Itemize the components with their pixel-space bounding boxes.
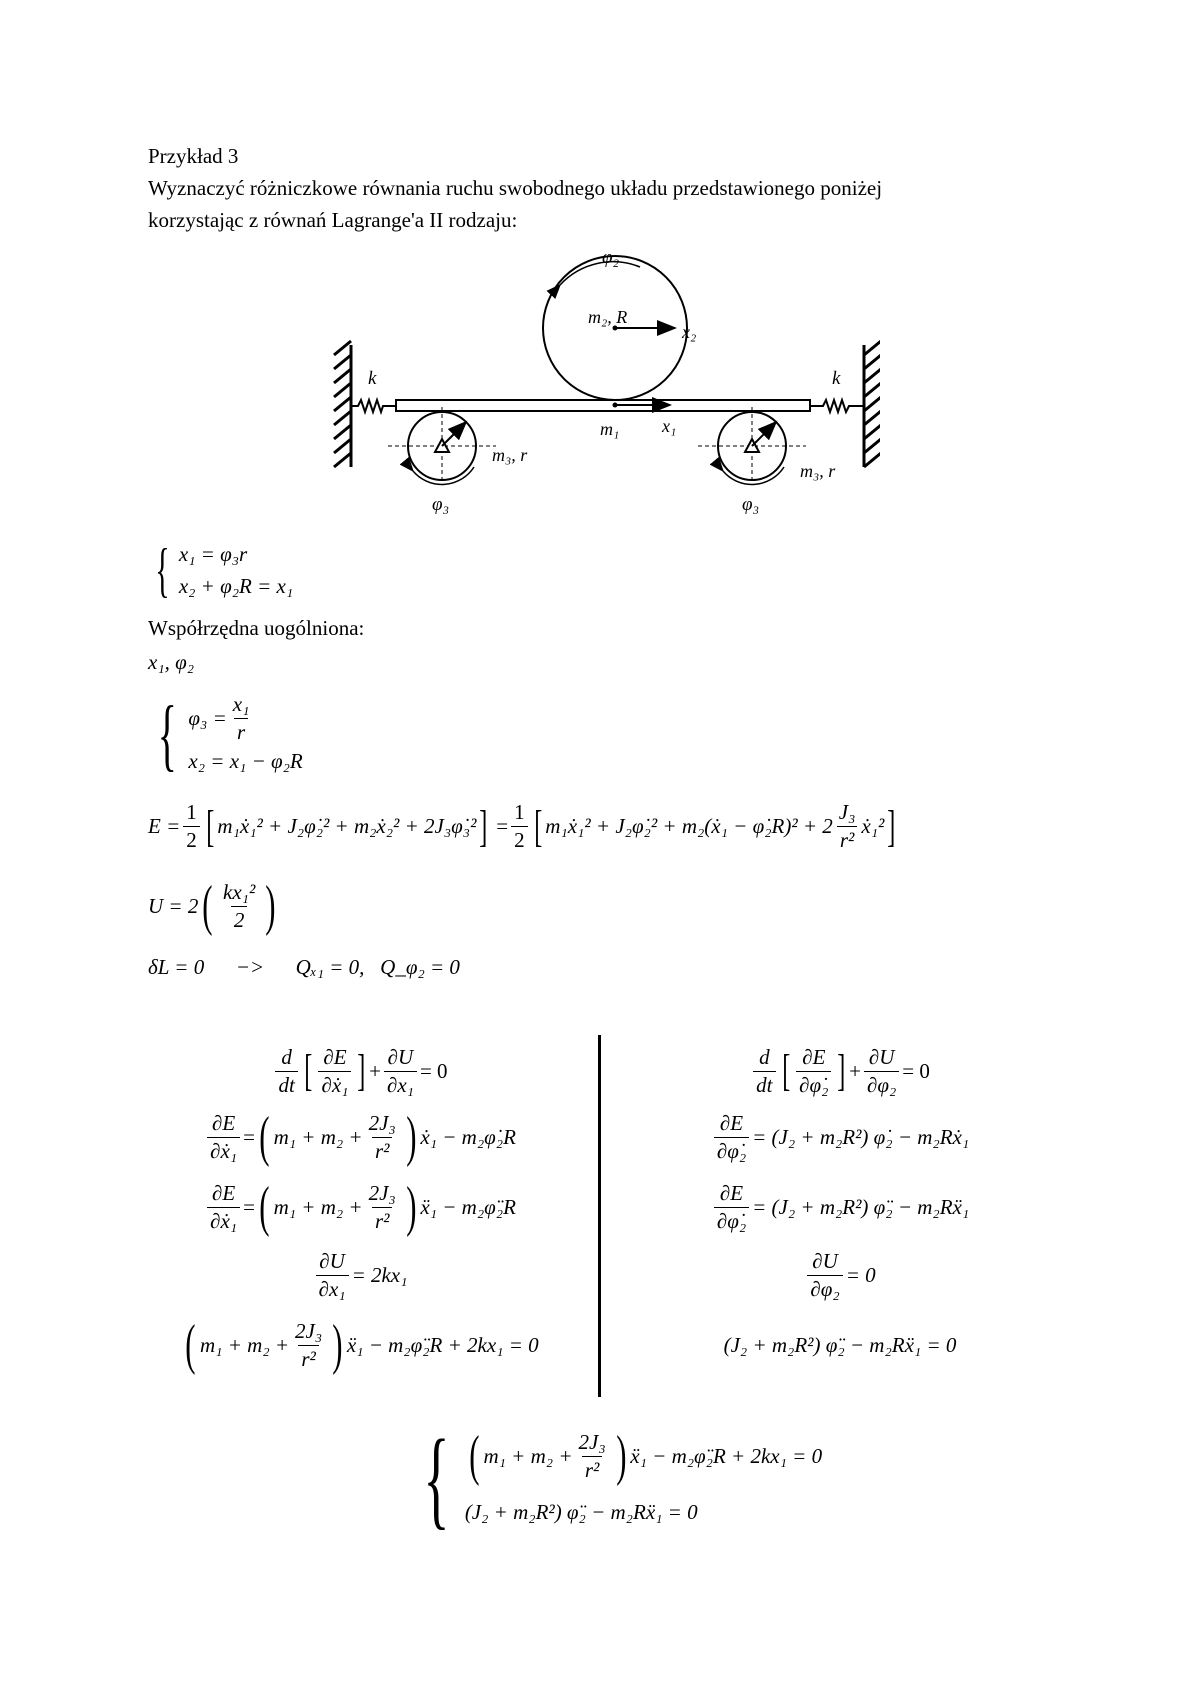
column-divider: [598, 1035, 601, 1397]
virtual-work-line: δL = 0 −> Qₓ₁ = 0, Q_φ₂ = 0: [148, 955, 460, 979]
right-wall: [864, 341, 880, 467]
generalized-coords: x₁, φ₂: [148, 650, 195, 674]
left-spring: [351, 400, 396, 412]
potential-lhs: U = 2: [148, 893, 199, 918]
transform-fraction: $\frac{\text{x₁}}{r}$: [232, 691, 250, 744]
left-dE-dx1dot: $\frac{\partial E}{\text{∂ẋ₁}}$ = ( m₁ + m₂ + $\frac{\text{2J₃}}{\text{r²}}$ ) ẋ₁ − m₂φ̇₂R: [160, 1102, 560, 1172]
left-roller: [388, 407, 496, 485]
label-x2: x₂: [682, 322, 697, 342]
constraint-line-2: x₂ + φ₂R = x₁: [178, 574, 294, 598]
energy-part-2: m₁ẋ₁² + J₂φ̇₂² + m₂(ẋ₁ − φ̇₂R)² + 2: [545, 814, 833, 838]
right-column: [660, 1040, 1020, 1382]
energy-lhs: E =: [148, 814, 181, 838]
left-result-equation: ( m₁ + m₂ + $\frac{\text{2J₃}}{\text{r²}}$ ) ẍ₁ − m₂φ̈₂R + 2kx₁ = 0: [185, 1314, 539, 1376]
right-result-equation: (J₂ + m₂R²) φ̈₂ − m₂Rẍ₁ = 0: [723, 1332, 957, 1357]
label-phi2: φ₂: [602, 247, 620, 268]
label-m3r-left: m₃, r: [492, 445, 528, 465]
mechanism-diagram: [320, 245, 880, 525]
transform-line-2: x₂ = x₁ − φ₂R: [188, 749, 303, 773]
right-dU-dphi2: $\frac{\partial U}{\text{∂φ₂}}$ = 0: [660, 1242, 1020, 1308]
label-k-left: k: [368, 368, 377, 389]
energy-part-1: m₁ẋ₁² + J₂φ̇₂² + m₂ẋ₂² + 2J₃φ̇₃²: [217, 814, 477, 838]
kinetic-energy-equation: E = $\frac{1}{2}$ [ m₁ẋ₁² + J₂φ̇₂² + m₂ẋ₂² + 2J₃φ̇₃² ] = $\frac{1}{2}$ [ m₁ẋ₁² + J₂φ̇₂² + m₂(ẋ₁ − φ̇₂R)² + 2 $\frac{\text{J₃}}{\text{r²}}$ ẋ₁² ]: [148, 800, 896, 852]
label-m2R: m₂, R: [588, 307, 628, 327]
potential-energy-equation: U = 2 ( $\frac{\text{kx₁²}}{2}$ ): [148, 875, 276, 937]
right-roller: [698, 407, 806, 485]
final-line-2: (J₂ + m₂R²) φ̈₂ − m₂Rẍ₁ = 0: [464, 1499, 698, 1524]
left-lagrange-equation: $\frac{d}{dt}$ [ $\frac{\partial E}{\text{∂ẋ₁}}$ ] + $\frac{\partial U}{\text{∂x₁}}$ = 0: [160, 1040, 560, 1102]
final-equation-system: { ( m₁ + m₂ + $\frac{\text{2J₃}}{\text{r²}}$ ) ẍ₁ − m₂φ̈₂R + 2kx₁ = 0 (J₂ + m₂R²) φ̈₂ − m₂Rẍ₁ = 0: [423, 1417, 823, 1539]
left-column: [160, 1040, 560, 1382]
label-m3r-right: m₃, r: [800, 461, 836, 481]
right-lagrange-equation: $\frac{d}{dt}$ [ $\frac{\partial E}{\text{∂φ̇₂}}$ ] + $\frac{\partial U}{\text{∂φ₂}}$ = 0: [660, 1040, 1020, 1102]
transform-phi3-lhs: φ₃ =: [188, 705, 227, 730]
right-spring: [810, 400, 864, 412]
label-m1: m₁: [600, 419, 620, 439]
left-dU-dx1: $\frac{\partial U}{\text{∂x₁}}$ = 2kx₁: [160, 1242, 560, 1308]
right-ddt-dE: $\frac{\partial E}{\text{∂φ̇₂}}$ = (J₂ + m₂R²) φ̈₂ − m₂Rẍ₁: [660, 1172, 1020, 1242]
constraint-system: { x₁ = φ₃r x₂ + φ₂R = x₁: [155, 537, 294, 603]
generalized-heading: Współrzędna uogólniona:: [148, 616, 365, 640]
label-x1: x₁: [662, 416, 677, 436]
energy-tail: ẋ₁²: [861, 814, 885, 838]
left-wall: [334, 341, 351, 467]
label-phi3-right: φ₃: [742, 494, 760, 515]
label-phi3-left: φ₃: [432, 494, 450, 515]
task-line-2: korzystając z równań Lagrange'a II rodzaju:: [148, 208, 518, 232]
beam-m1: [396, 400, 810, 411]
label-k-right: k: [832, 368, 841, 389]
transform-system: { φ₃ = $\frac{\text{x₁}}{r}$ x₂ = x₁ − φ₂R: [157, 691, 303, 779]
phi2-arrow: [560, 262, 640, 285]
right-dE-dphi2dot: $\frac{\partial E}{\text{∂φ̇₂}}$ = (J₂ + m₂R²) φ̇₂ − m₂Rẋ₁: [660, 1102, 1020, 1172]
constraint-line-1: x₁ = φ₃r: [178, 542, 248, 566]
left-ddt-dE: $\frac{\partial E}{\text{∂ẋ₁}}$ = ( m₁ + m₂ + $\frac{\text{2J₃}}{\text{r²}}$ ) ẍ₁ − m₂φ̈₂R: [160, 1172, 560, 1242]
task-line-1: Wyznaczyć różniczkowe równania ruchu swobodnego układu przedstawionego poniżej: [148, 176, 883, 200]
page-title: Przykład 3: [148, 144, 239, 168]
final-line-1: ( m₁ + m₂ + $\frac{\text{2J₃}}{\text{r²}}$ ) ẍ₁ − m₂φ̈₂R + 2kx₁ = 0: [469, 1425, 823, 1487]
